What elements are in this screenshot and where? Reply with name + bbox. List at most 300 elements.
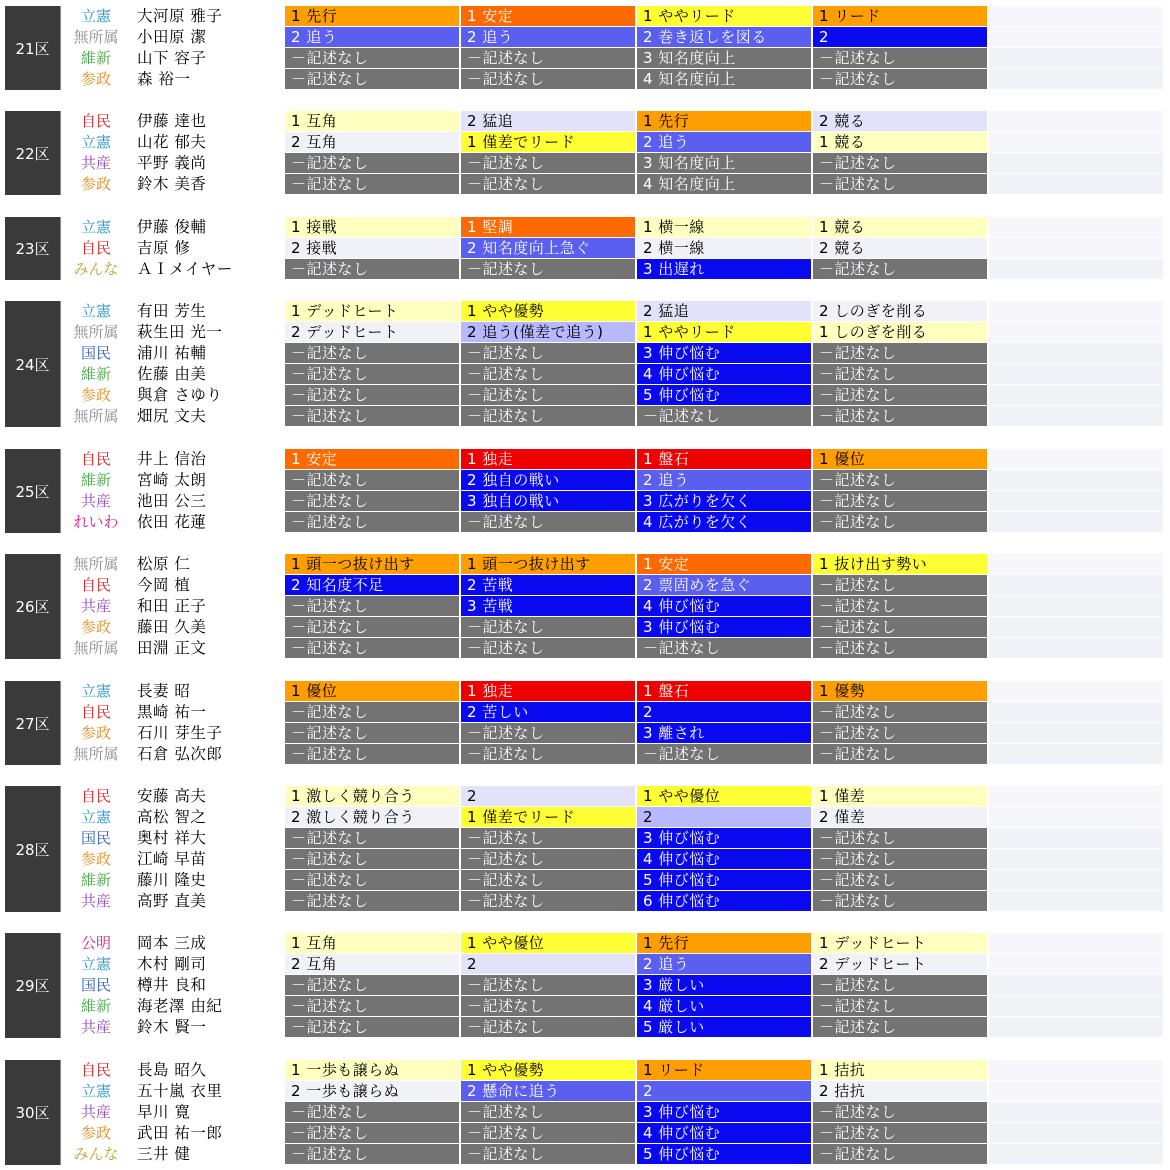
- forecast-cell: 1 僅差でリード: [461, 132, 635, 152]
- party-label: 参政: [80, 386, 111, 404]
- candidate-name: 安藤 高夫: [137, 787, 207, 805]
- forecast-cell: 1 先行: [637, 933, 811, 953]
- party-label: 共産: [80, 492, 111, 510]
- party-label: 維新: [80, 871, 111, 889]
- forecast-cell: －記述なし: [285, 744, 459, 764]
- trailing-cell: [989, 1017, 1163, 1037]
- candidate-name: 鈴木 賢一: [137, 1018, 207, 1036]
- candidate-name: 佐藤 由美: [137, 365, 207, 383]
- trailing-cell: [989, 723, 1163, 743]
- forecast-cell: 2: [637, 702, 811, 722]
- forecast-cell: －記述なし: [813, 638, 987, 658]
- forecast-cell: －記述なし: [285, 406, 459, 426]
- forecast-cell: －記述なし: [813, 512, 987, 532]
- candidate-row: [0, 786, 1170, 807]
- forecast-cell: －記述なし: [813, 364, 987, 384]
- candidate-row: [0, 174, 1170, 195]
- forecast-cell: －記述なし: [813, 1123, 987, 1143]
- candidate-row: [0, 449, 1170, 470]
- forecast-cell: －記述なし: [813, 1102, 987, 1122]
- forecast-cell: 2 追う: [637, 954, 811, 974]
- forecast-cell: 2 苦しい: [461, 702, 635, 722]
- party-label: 参政: [80, 1124, 111, 1142]
- candidate-row: [0, 575, 1170, 596]
- forecast-cell: 1 安定: [285, 449, 459, 469]
- forecast-cell: 3 厳しい: [637, 975, 811, 995]
- forecast-cell: 2 追う: [637, 470, 811, 490]
- candidate-row: [0, 1060, 1170, 1081]
- forecast-cell: －記述なし: [461, 69, 635, 89]
- party-label: 自民: [80, 239, 111, 257]
- forecast-cell: 2 横一線: [637, 238, 811, 258]
- forecast-cell: 1 優勢: [813, 681, 987, 701]
- trailing-cell: [989, 681, 1163, 701]
- forecast-cell: 3 苦戦: [461, 596, 635, 616]
- forecast-cell: 4 広がりを欠く: [637, 512, 811, 532]
- candidate-row: [0, 681, 1170, 702]
- trailing-cell: [989, 933, 1163, 953]
- forecast-cell: －記述なし: [285, 617, 459, 637]
- forecast-cell: 2 一歩も譲らぬ: [285, 1081, 459, 1101]
- forecast-cell: 4 厳しい: [637, 996, 811, 1016]
- party-label: 立憲: [80, 7, 111, 25]
- trailing-cell: [989, 6, 1163, 26]
- candidate-row: [0, 27, 1170, 48]
- candidate-row: [0, 723, 1170, 744]
- trailing-cell: [989, 786, 1163, 806]
- party-label: 自民: [80, 576, 111, 594]
- forecast-cell: 2 苦戦: [461, 575, 635, 595]
- trailing-cell: [989, 301, 1163, 321]
- district-group: [0, 6, 1170, 90]
- forecast-cell: －記述なし: [813, 153, 987, 173]
- trailing-cell: [989, 153, 1163, 173]
- forecast-cell: －記述なし: [285, 385, 459, 405]
- candidate-name: ＡＩメイヤー: [137, 260, 233, 278]
- district-group: [0, 301, 1170, 427]
- candidate-name: 五十嵐 衣里: [137, 1082, 223, 1100]
- candidate-row: [0, 1081, 1170, 1102]
- forecast-cell: 1 優位: [285, 681, 459, 701]
- candidate-row: [0, 744, 1170, 765]
- party-label: 無所属: [73, 28, 119, 46]
- trailing-cell: [989, 69, 1163, 89]
- forecast-cell: －記述なし: [813, 617, 987, 637]
- candidate-row: [0, 301, 1170, 322]
- party-label: 立憲: [80, 1082, 111, 1100]
- forecast-cell: －記述なし: [461, 364, 635, 384]
- candidate-name: 伊藤 俊輔: [137, 218, 207, 236]
- forecast-cell: －記述なし: [285, 343, 459, 363]
- forecast-cell: －記述なし: [813, 870, 987, 890]
- forecast-cell: －記述なし: [285, 596, 459, 616]
- forecast-cell: 2: [461, 954, 635, 974]
- candidate-row: [0, 364, 1170, 385]
- forecast-cell: 5 伸び悩む: [637, 1144, 811, 1164]
- party-label: 維新: [80, 997, 111, 1015]
- party-label: れいわ: [73, 513, 119, 531]
- forecast-cell: 4 知名度向上: [637, 69, 811, 89]
- forecast-cell: 2 追う(僅差で追う): [461, 322, 635, 342]
- forecast-cell: －記述なし: [285, 174, 459, 194]
- candidate-row: [0, 891, 1170, 912]
- candidate-name: 岡本 三成: [137, 934, 207, 952]
- forecast-cell: 2 接戦: [285, 238, 459, 258]
- district-label: 30区: [5, 1060, 61, 1165]
- forecast-cell: －記述なし: [285, 723, 459, 743]
- candidate-name: 藤田 久美: [137, 618, 207, 636]
- forecast-cell: 1 デッドヒート: [813, 933, 987, 953]
- candidate-row: [0, 491, 1170, 512]
- party-label: 立憲: [80, 808, 111, 826]
- trailing-cell: [989, 406, 1163, 426]
- forecast-cell: 3 知名度向上: [637, 48, 811, 68]
- trailing-cell: [989, 828, 1163, 848]
- forecast-cell: 2 懸命に追う: [461, 1081, 635, 1101]
- trailing-cell: [989, 954, 1163, 974]
- candidate-name: 江崎 早苗: [137, 850, 207, 868]
- party-label: 共産: [80, 597, 111, 615]
- district-group: [0, 1060, 1170, 1165]
- candidate-name: 早川 寛: [137, 1103, 191, 1121]
- district-group: [0, 217, 1170, 280]
- forecast-cell: 1 安定: [461, 6, 635, 26]
- forecast-cell: 1 堅調: [461, 217, 635, 237]
- candidate-row: [0, 6, 1170, 27]
- candidate-name: 池田 公三: [137, 492, 207, 510]
- trailing-cell: [989, 996, 1163, 1016]
- forecast-cell: 1 激しく競り合う: [285, 786, 459, 806]
- candidate-row: [0, 702, 1170, 723]
- forecast-cell: 3 独自の戦い: [461, 491, 635, 511]
- forecast-cell: －記述なし: [461, 385, 635, 405]
- trailing-cell: [989, 238, 1163, 258]
- forecast-cell: 1 盤石: [637, 449, 811, 469]
- party-label: 参政: [80, 175, 111, 193]
- forecast-cell: －記述なし: [813, 596, 987, 616]
- party-label: 国民: [80, 976, 111, 994]
- forecast-cell: －記述なし: [285, 828, 459, 848]
- candidate-name: 石川 芽生子: [137, 724, 223, 742]
- candidate-name: 吉原 修: [137, 239, 191, 257]
- party-label: 無所属: [73, 639, 119, 657]
- forecast-cell: 1 互角: [285, 933, 459, 953]
- party-label: 立憲: [80, 218, 111, 236]
- candidate-row: [0, 48, 1170, 69]
- forecast-cell: －記述なし: [461, 48, 635, 68]
- party-label: 共産: [80, 1018, 111, 1036]
- forecast-cell: 1 競る: [813, 217, 987, 237]
- trailing-cell: [989, 891, 1163, 911]
- forecast-cell: －記述なし: [813, 343, 987, 363]
- party-label: 無所属: [73, 555, 119, 573]
- forecast-cell: －記述なし: [461, 870, 635, 890]
- forecast-cell: 1 横一線: [637, 217, 811, 237]
- candidate-name: 鈴木 美香: [137, 175, 207, 193]
- forecast-cell: －記述なし: [285, 975, 459, 995]
- forecast-cell: 1 独走: [461, 681, 635, 701]
- forecast-cell: －記述なし: [285, 638, 459, 658]
- forecast-cell: 1 やや優勢: [461, 301, 635, 321]
- trailing-cell: [989, 449, 1163, 469]
- forecast-cell: 1 頭一つ抜け出す: [285, 554, 459, 574]
- forecast-cell: 2 拮抗: [813, 1081, 987, 1101]
- forecast-cell: 2: [637, 807, 811, 827]
- forecast-cell: 1 リード: [637, 1060, 811, 1080]
- forecast-cell: －記述なし: [813, 702, 987, 722]
- forecast-cell: 1 独走: [461, 449, 635, 469]
- candidate-row: [0, 807, 1170, 828]
- forecast-cell: 2 追う: [285, 27, 459, 47]
- trailing-cell: [989, 870, 1163, 890]
- district-label: 22区: [5, 111, 61, 195]
- candidate-row: [0, 322, 1170, 343]
- forecast-cell: 4 知名度向上: [637, 174, 811, 194]
- candidate-name: 伊藤 達也: [137, 112, 207, 130]
- candidate-name: 海老澤 由紀: [137, 997, 223, 1015]
- trailing-cell: [989, 1144, 1163, 1164]
- forecast-cell: 4 伸び悩む: [637, 596, 811, 616]
- forecast-cell: －記述なし: [461, 343, 635, 363]
- forecast-cell: －記述なし: [285, 470, 459, 490]
- forecast-cell: －記述なし: [813, 1017, 987, 1037]
- candidate-name: 浦川 祐輔: [137, 344, 207, 362]
- forecast-cell: －記述なし: [461, 1017, 635, 1037]
- forecast-cell: 1 一歩も譲らぬ: [285, 1060, 459, 1080]
- candidate-row: [0, 596, 1170, 617]
- forecast-cell: －記述なし: [813, 891, 987, 911]
- forecast-cell: 2 票固めを急ぐ: [637, 575, 811, 595]
- party-label: 公明: [80, 934, 111, 952]
- party-label: 無所属: [73, 323, 119, 341]
- candidate-row: [0, 996, 1170, 1017]
- party-label: 共産: [80, 892, 111, 910]
- candidate-name: 長妻 昭: [137, 682, 191, 700]
- trailing-cell: [989, 807, 1163, 827]
- forecast-cell: －記述なし: [461, 744, 635, 764]
- trailing-cell: [989, 217, 1163, 237]
- party-label: 無所属: [73, 745, 119, 763]
- party-label: 自民: [80, 787, 111, 805]
- forecast-cell: －記述なし: [285, 512, 459, 532]
- candidate-name: 高松 智之: [137, 808, 207, 826]
- party-label: 維新: [80, 365, 111, 383]
- district-label: 28区: [5, 786, 61, 912]
- forecast-cell: －記述なし: [285, 1123, 459, 1143]
- district-label: 29区: [5, 933, 61, 1038]
- candidate-row: [0, 217, 1170, 238]
- trailing-cell: [989, 1081, 1163, 1101]
- trailing-cell: [989, 470, 1163, 490]
- forecast-cell: 1 先行: [285, 6, 459, 26]
- forecast-cell: 2: [637, 1081, 811, 1101]
- candidate-name: 松原 仁: [137, 555, 191, 573]
- forecast-cell: －記述なし: [285, 259, 459, 279]
- party-label: 国民: [80, 344, 111, 362]
- district-group: [0, 449, 1170, 533]
- candidate-name: 大河原 雅子: [137, 7, 223, 25]
- party-label: 共産: [80, 1103, 111, 1121]
- forecast-cell: 1 しのぎを削る: [813, 322, 987, 342]
- forecast-cell: －記述なし: [813, 491, 987, 511]
- forecast-cell: 1 やや優勢: [461, 1060, 635, 1080]
- forecast-cell: －記述なし: [285, 1102, 459, 1122]
- forecast-cell: 2 激しく競り合う: [285, 807, 459, 827]
- forecast-cell: －記述なし: [637, 638, 811, 658]
- candidate-row: [0, 343, 1170, 364]
- party-label: 自民: [80, 112, 111, 130]
- candidate-row: [0, 259, 1170, 280]
- trailing-cell: [989, 849, 1163, 869]
- district-label: 23区: [5, 217, 61, 280]
- forecast-cell: 1 拮抗: [813, 1060, 987, 1080]
- forecast-cell: －記述なし: [813, 470, 987, 490]
- candidate-row: [0, 111, 1170, 132]
- candidate-name: 井上 信治: [137, 450, 207, 468]
- forecast-cell: 2 競る: [813, 238, 987, 258]
- forecast-cell: 3 知名度向上: [637, 153, 811, 173]
- forecast-cell: 1 頭一つ抜け出す: [461, 554, 635, 574]
- forecast-cell: 3 出遅れ: [637, 259, 811, 279]
- forecast-cell: －記述なし: [813, 744, 987, 764]
- forecast-cell: －記述なし: [813, 174, 987, 194]
- forecast-cell: 2: [813, 27, 987, 47]
- candidate-name: 長島 昭久: [137, 1061, 207, 1079]
- forecast-cell: －記述なし: [285, 891, 459, 911]
- forecast-cell: －記述なし: [637, 744, 811, 764]
- forecast-cell: 2 知名度向上急ぐ: [461, 238, 635, 258]
- forecast-cell: 2 競る: [813, 111, 987, 131]
- district-group: [0, 111, 1170, 195]
- candidate-name: 宮崎 太朗: [137, 471, 207, 489]
- forecast-cell: 2 知名度不足: [285, 575, 459, 595]
- forecast-cell: 5 伸び悩む: [637, 870, 811, 890]
- party-label: 維新: [80, 49, 111, 67]
- forecast-cell: 1 盤石: [637, 681, 811, 701]
- candidate-row: [0, 554, 1170, 575]
- district-group: [0, 681, 1170, 765]
- forecast-cell: －記述なし: [461, 1123, 635, 1143]
- candidate-name: 畑尻 文夫: [137, 407, 207, 425]
- candidate-row: [0, 828, 1170, 849]
- candidate-name: 與倉 さゆり: [137, 386, 223, 404]
- candidate-row: [0, 406, 1170, 427]
- candidate-row: [0, 153, 1170, 174]
- forecast-cell: 3 伸び悩む: [637, 1102, 811, 1122]
- forecast-cell: 6 伸び悩む: [637, 891, 811, 911]
- forecast-cell: 1 ややリード: [637, 322, 811, 342]
- party-label: 維新: [80, 471, 111, 489]
- forecast-cell: 1 先行: [637, 111, 811, 131]
- forecast-cell: 2 互角: [285, 954, 459, 974]
- candidate-name: 平野 義尚: [137, 154, 207, 172]
- trailing-cell: [989, 554, 1163, 574]
- candidate-name: 田淵 正文: [137, 639, 207, 657]
- forecast-cell: －記述なし: [813, 975, 987, 995]
- district-label: 27区: [5, 681, 61, 765]
- forecast-cell: －記述なし: [637, 406, 811, 426]
- candidate-row: [0, 1017, 1170, 1038]
- trailing-cell: [989, 385, 1163, 405]
- forecast-cell: －記述なし: [285, 1144, 459, 1164]
- forecast-cell: 1 優位: [813, 449, 987, 469]
- party-label: 立憲: [80, 682, 111, 700]
- forecast-cell: －記述なし: [813, 996, 987, 1016]
- forecast-cell: 3 伸び悩む: [637, 343, 811, 363]
- forecast-cell: －記述なし: [461, 891, 635, 911]
- forecast-cell: 5 厳しい: [637, 1017, 811, 1037]
- forecast-cell: 1 接戦: [285, 217, 459, 237]
- candidate-name: 三井 健: [137, 1145, 191, 1163]
- forecast-cell: －記述なし: [813, 723, 987, 743]
- candidate-row: [0, 870, 1170, 891]
- forecast-cell: －記述なし: [813, 69, 987, 89]
- candidate-row: [0, 69, 1170, 90]
- forecast-cell: 3 伸び悩む: [637, 828, 811, 848]
- forecast-cell: －記述なし: [285, 48, 459, 68]
- trailing-cell: [989, 617, 1163, 637]
- candidate-name: 高野 直美: [137, 892, 207, 910]
- forecast-cell: 2 デッドヒート: [813, 954, 987, 974]
- forecast-cell: －記述なし: [285, 364, 459, 384]
- forecast-cell: 2 独自の戦い: [461, 470, 635, 490]
- forecast-cell: －記述なし: [285, 69, 459, 89]
- forecast-cell: 2 追う: [461, 27, 635, 47]
- district-group: [0, 786, 1170, 912]
- trailing-cell: [989, 259, 1163, 279]
- forecast-cell: 2 猛追: [461, 111, 635, 131]
- forecast-cell: －記述なし: [813, 828, 987, 848]
- forecast-cell: 1 僅差: [813, 786, 987, 806]
- party-label: 無所属: [73, 407, 119, 425]
- candidate-name: 有田 芳生: [137, 302, 207, 320]
- candidate-row: [0, 385, 1170, 406]
- forecast-cell: 1 抜け出す勢い: [813, 554, 987, 574]
- trailing-cell: [989, 343, 1163, 363]
- trailing-cell: [989, 975, 1163, 995]
- trailing-cell: [989, 1123, 1163, 1143]
- party-label: 参政: [80, 724, 111, 742]
- party-label: 参政: [80, 850, 111, 868]
- candidate-name: 黒崎 祐一: [137, 703, 207, 721]
- trailing-cell: [989, 132, 1163, 152]
- candidate-row: [0, 512, 1170, 533]
- candidate-name: 森 裕一: [137, 70, 191, 88]
- district-label: 24区: [5, 301, 61, 427]
- forecast-cell: －記述なし: [813, 48, 987, 68]
- trailing-cell: [989, 1102, 1163, 1122]
- trailing-cell: [989, 638, 1163, 658]
- candidate-name: 武田 祐一郎: [137, 1124, 223, 1142]
- forecast-cell: －記述なし: [813, 259, 987, 279]
- trailing-cell: [989, 48, 1163, 68]
- district-label: 21区: [5, 6, 61, 90]
- forecast-cell: －記述なし: [461, 828, 635, 848]
- candidate-row: [0, 975, 1170, 996]
- forecast-cell: 1 僅差でリード: [461, 807, 635, 827]
- candidate-row: [0, 954, 1170, 975]
- trailing-cell: [989, 491, 1163, 511]
- district-group: [0, 554, 1170, 659]
- forecast-cell: 3 伸び悩む: [637, 617, 811, 637]
- party-label: 国民: [80, 829, 111, 847]
- candidate-row: [0, 238, 1170, 259]
- district-group: [0, 933, 1170, 1038]
- forecast-cell: －記述なし: [461, 638, 635, 658]
- forecast-cell: －記述なし: [813, 1144, 987, 1164]
- candidate-row: [0, 470, 1170, 491]
- forecast-cell: 2 互角: [285, 132, 459, 152]
